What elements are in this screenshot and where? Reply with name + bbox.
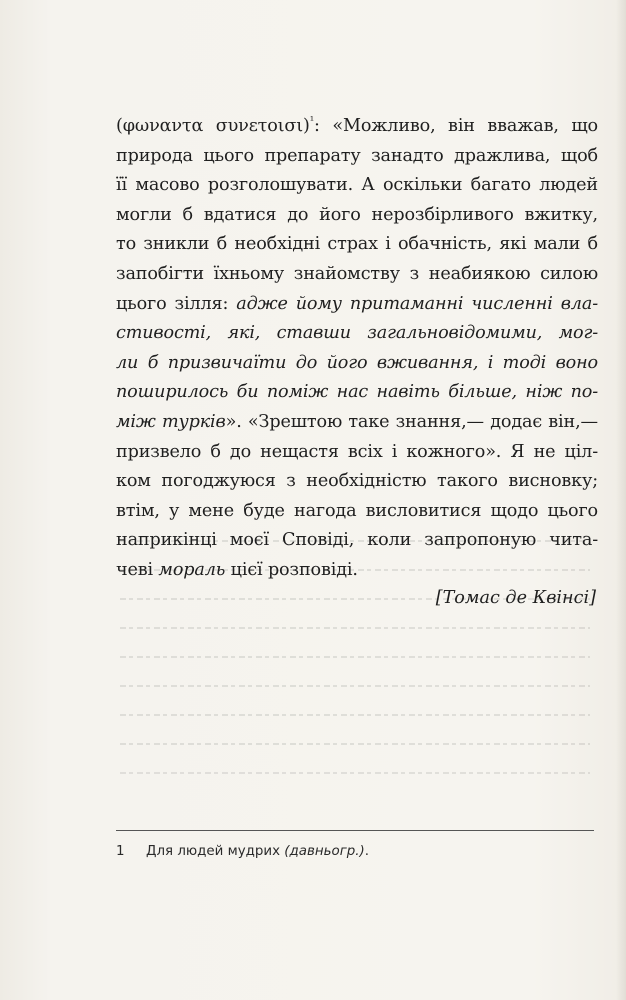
italic-segment: поширилось би поміж нас навіть більше, ніж по- [116,382,598,403]
italic-segment: між турків [116,411,226,432]
text-line [116,408,598,438]
text-line [116,497,598,527]
text-line [116,467,598,497]
italic-segment: ли б призвичаїти до його вживання, і тоді воно [116,352,598,373]
text-segment: її масово розголошувати. А оскільки багато людей [116,175,598,196]
text-segment: : «Можливо, він вважав, що [314,116,598,136]
text-line [116,260,598,290]
text-segment: чеві [116,559,159,580]
text-line [116,201,598,231]
text-segment: ¹ [309,114,315,128]
text-line [116,319,598,349]
text-line [116,142,598,172]
text-segment: то зникли б необхідні страх і обачність, які мали б [116,234,598,255]
text-segment: наприкінці моєї Сповіді, коли запропоную чита- [116,530,598,551]
text-line [116,349,598,379]
italic-segment: адже йому притаманні численні вла- [236,293,598,314]
text-segment: цієї розповіді. [225,559,358,580]
text-segment: природа цього препарату занадто дражлива, щоб [116,145,598,166]
footnote [116,843,594,861]
footnote-divider [116,830,594,831]
text-segment: могли б вдатися до його нерозбірливого вжитку, [116,204,598,225]
text-segment: запобігти їхньому знайомству з неабиякою силою [116,263,598,284]
footnote-number: 1 [116,844,125,859]
text-segment: (φωναντα συνετοισι) [116,116,310,136]
text-segment: призвело б до нещастя всіх і кожного». Я не ціл- [116,441,598,462]
main-paragraph [116,112,598,586]
text-line [116,171,598,201]
footnote-end: . [364,844,369,859]
text-line [116,112,598,142]
text-segment: втім, у мене буде нагода висловитися щодо цього [116,500,598,521]
signature: [Томас де Квінсі] [435,588,596,608]
italic-segment: мораль [158,559,226,580]
italic-segment: стивості, які, ставши загальновідомими, мог- [116,323,598,344]
text-segment: ком погоджуюся з необхідністю такого висновку; [116,471,598,492]
text-line [116,556,598,586]
page-edge-shadow [616,0,626,1000]
footnote-italic: (давньогр.) [284,844,365,859]
text-line [116,290,598,320]
text-line [116,378,598,408]
footnote-text: Для людей мудрих [146,844,285,859]
text-segment: цього зілля: [116,293,237,314]
text-segment: ». «Зрештою таке знання,— додає він,— [225,411,598,432]
text-line [116,438,598,468]
text-line [116,230,598,260]
text-line [116,526,598,556]
